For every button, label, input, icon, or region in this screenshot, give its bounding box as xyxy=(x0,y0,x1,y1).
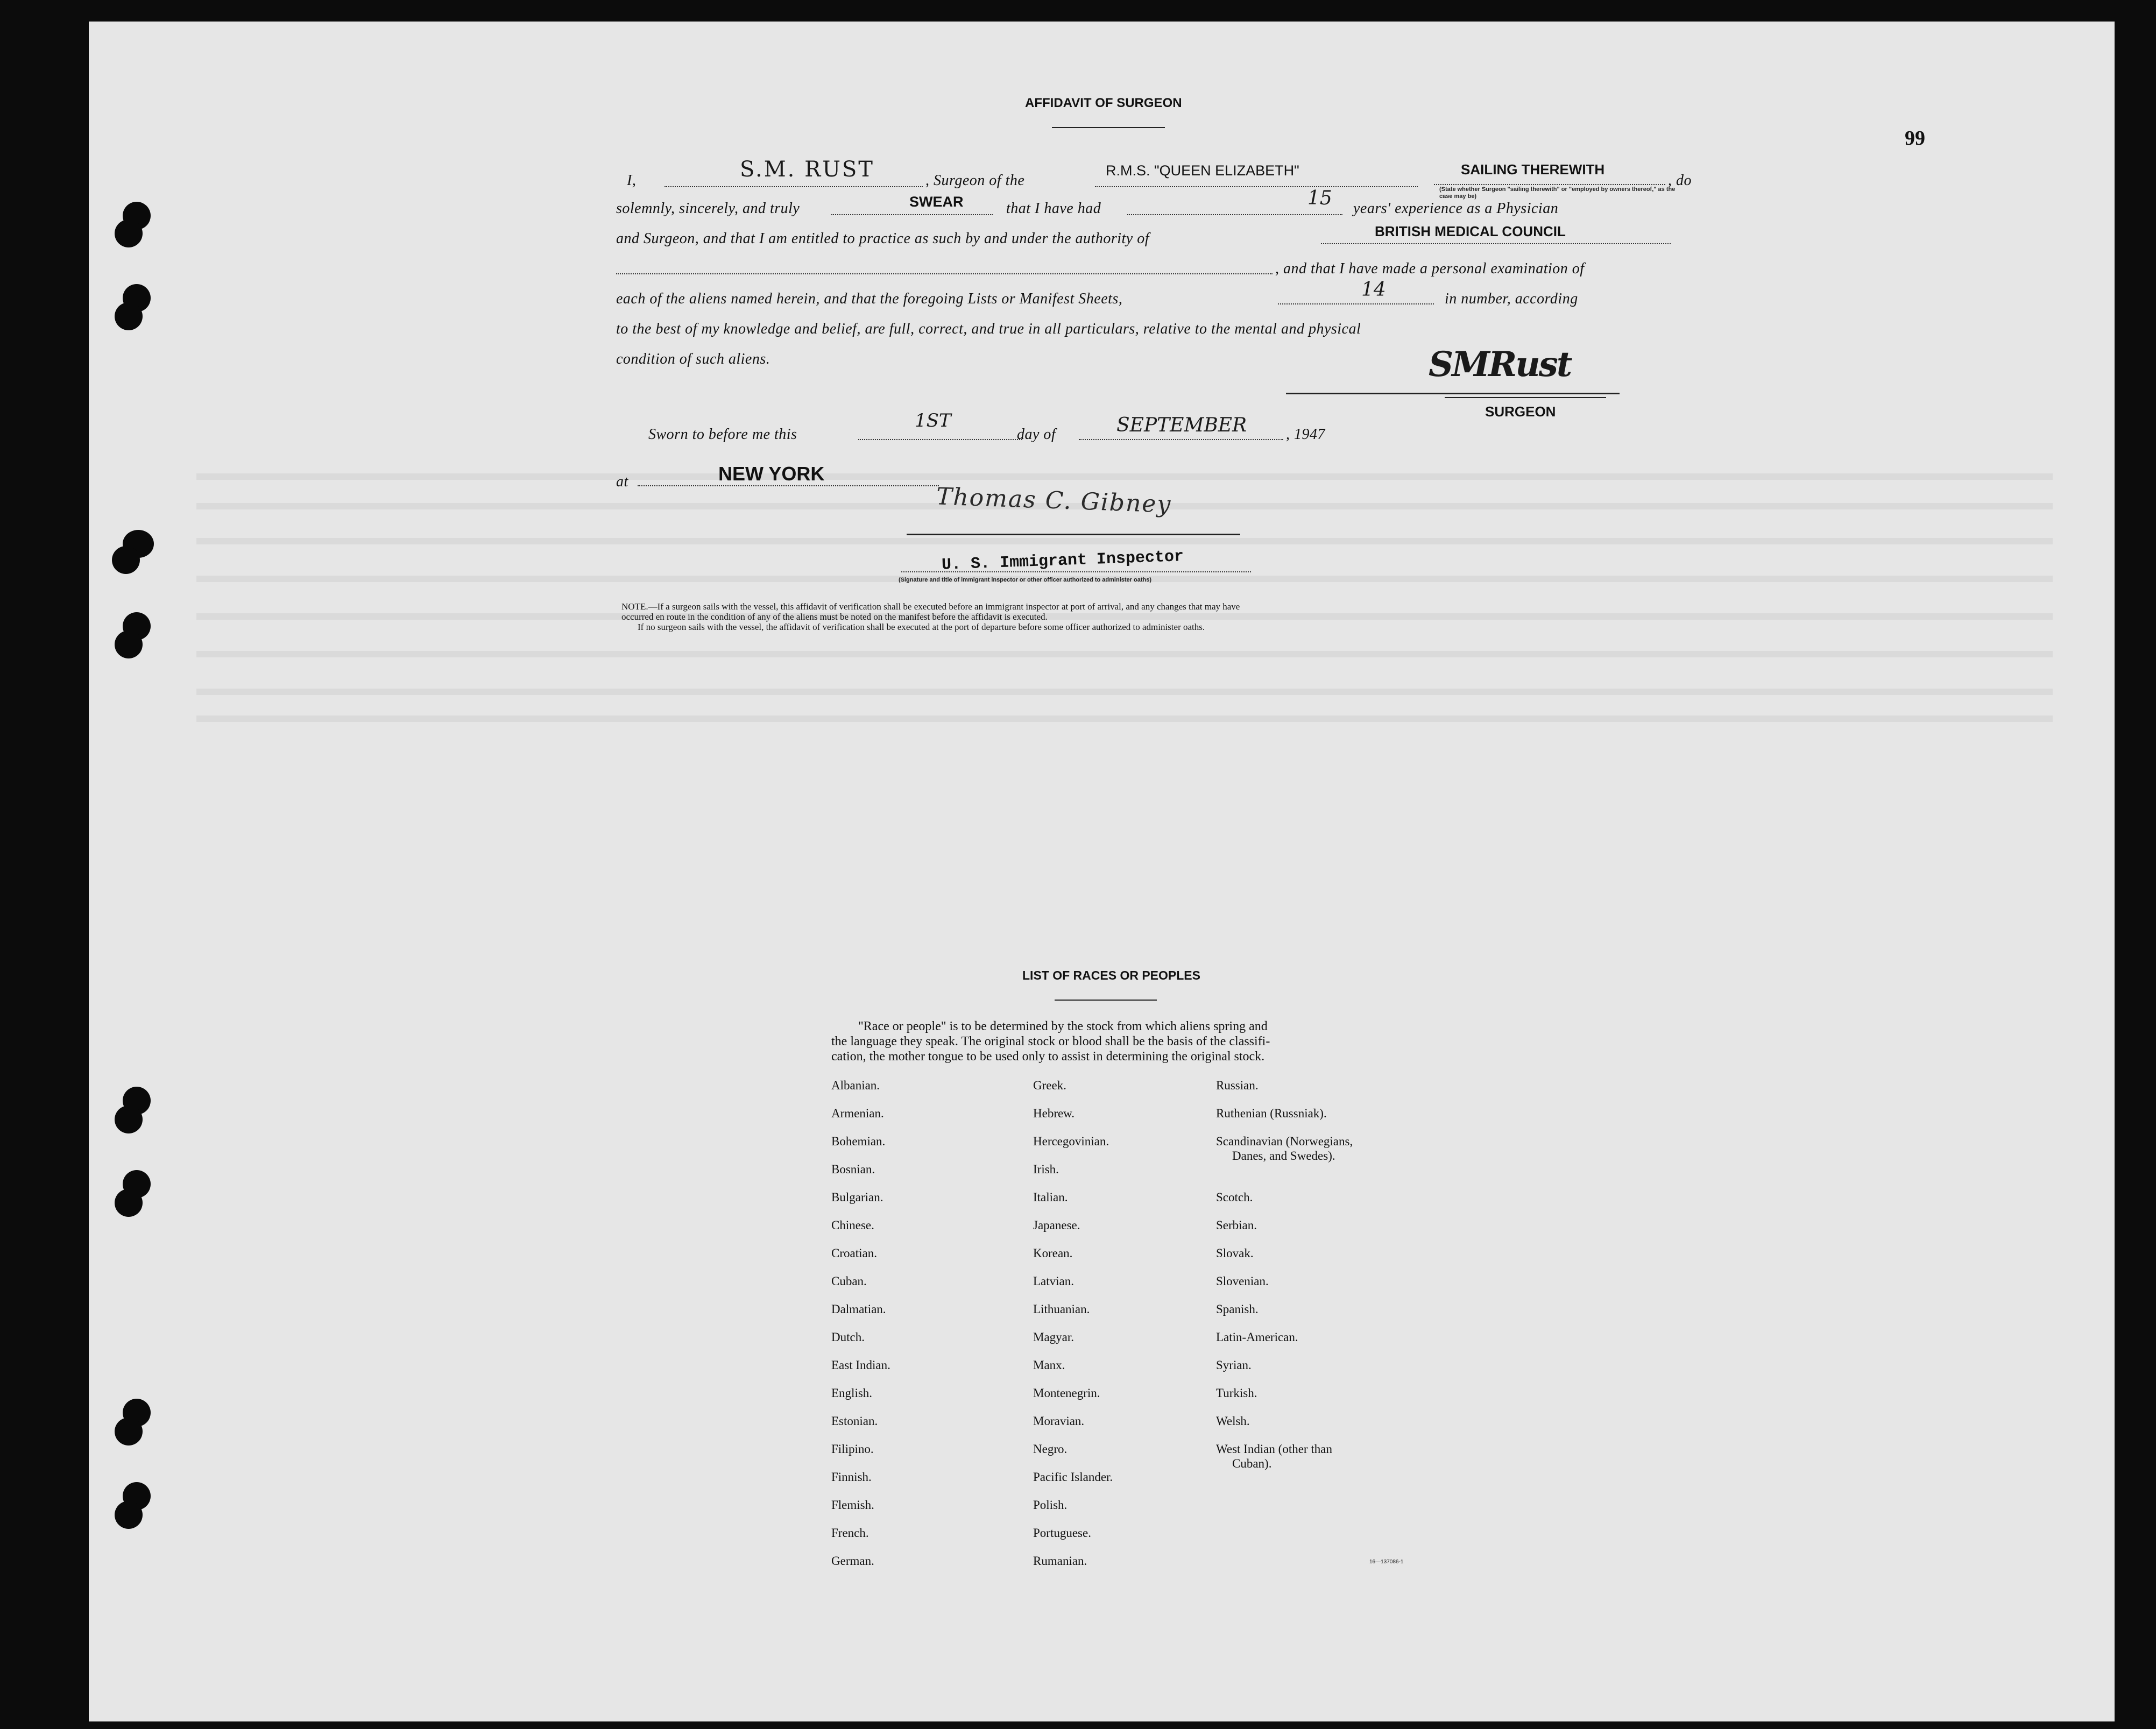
race-item: Korean. xyxy=(1033,1246,1073,1260)
race-item: Moravian. xyxy=(1033,1414,1085,1428)
race-item: East Indian. xyxy=(831,1358,890,1372)
races-intro-line-3: cation, the mother tongue to be used only to assist in determining the original stock. xyxy=(831,1050,1265,1064)
oath-line xyxy=(831,214,993,215)
race-item: Portuguese. xyxy=(1033,1526,1091,1540)
races-title-underline xyxy=(1055,1000,1157,1001)
at-label: at xyxy=(616,473,628,490)
year-label: , 1947 xyxy=(1286,426,1325,443)
race-item: Albanian. xyxy=(831,1079,880,1092)
punch-hole xyxy=(115,1189,143,1217)
line5-end: in number, according xyxy=(1445,290,1578,307)
years-line xyxy=(1127,214,1342,215)
race-item: Manx. xyxy=(1033,1358,1065,1372)
race-item: Japanese. xyxy=(1033,1218,1080,1232)
page-number: 99 xyxy=(1905,127,1925,150)
race-item: Croatian. xyxy=(831,1246,877,1260)
race-item: Spanish. xyxy=(1216,1302,1259,1316)
race-item: Dutch. xyxy=(831,1330,865,1344)
race-item: Armenian. xyxy=(831,1107,884,1120)
race-item: Lithuanian. xyxy=(1033,1302,1090,1316)
punch-hole xyxy=(115,630,143,658)
document-page xyxy=(89,22,2115,1721)
do-label: , do xyxy=(1668,172,1692,189)
race-item: West Indian (other than xyxy=(1216,1442,1332,1456)
sailing-line xyxy=(1434,184,1665,185)
race-item: Pacific Islander. xyxy=(1033,1470,1113,1484)
race-item: Rumanian. xyxy=(1033,1554,1087,1568)
bleed-through-row xyxy=(196,715,2053,722)
inspector-signature: Thomas C. Gibney xyxy=(936,483,1172,519)
sworn-day-line xyxy=(858,439,1022,440)
race-item: Scandinavian (Norwegians, xyxy=(1216,1135,1353,1148)
sworn-label: Sworn to before me this xyxy=(648,426,797,443)
i-label: I, xyxy=(627,172,637,189)
sworn-day: 1ST xyxy=(915,410,951,431)
inspector-line xyxy=(907,534,1240,535)
line4-end: , and that I have made a personal examination of xyxy=(1275,260,1585,277)
race-item: Slovenian. xyxy=(1216,1274,1269,1288)
line7: condition of such aliens. xyxy=(616,351,770,367)
sheets-line xyxy=(1278,303,1434,304)
title-underline xyxy=(1052,127,1165,128)
race-item: Ruthenian (Russniak). xyxy=(1216,1107,1327,1120)
race-item: Flemish. xyxy=(831,1498,874,1512)
inspector-caption: (Signature and title of immigrant inspector or other officer authorized to administer oaths) xyxy=(899,577,1151,583)
race-item: Bohemian. xyxy=(831,1135,886,1148)
punch-hole xyxy=(112,546,140,574)
race-item: Irish. xyxy=(1033,1163,1059,1176)
races-intro-line-2: the language they speak. The original stock or blood shall be the basis of the classifi- xyxy=(831,1034,1270,1048)
form-number: 16—137086-1 xyxy=(1369,1559,1404,1565)
authority-line xyxy=(1321,243,1671,244)
race-item: Serbian. xyxy=(1216,1218,1257,1232)
line2-mid: that I have had xyxy=(1006,200,1101,217)
years-value: 15 xyxy=(1307,187,1332,209)
race-item: Turkish. xyxy=(1216,1386,1257,1400)
surgeon-label: SURGEON xyxy=(1485,403,1556,420)
race-item: Montenegrin. xyxy=(1033,1386,1100,1400)
surgeon-of-label: , Surgeon of the xyxy=(925,172,1025,189)
race-item: Chinese. xyxy=(831,1218,874,1232)
race-item: Latin-American. xyxy=(1216,1330,1298,1344)
race-item: Russian. xyxy=(1216,1079,1259,1092)
race-item: French. xyxy=(831,1526,869,1540)
bleed-through-row xyxy=(196,613,2053,620)
race-item: Dalmatian. xyxy=(831,1302,886,1316)
affidavit-title: AFFIDAVIT OF SURGEON xyxy=(1025,96,1182,110)
race-item: Scotch. xyxy=(1216,1191,1253,1204)
race-item: Hebrew. xyxy=(1033,1107,1075,1120)
ship-name: R.M.S. "QUEEN ELIZABETH" xyxy=(1106,162,1299,179)
line3-start: and Surgeon, and that I am entitled to practice as such by and under the authority of xyxy=(616,230,1149,247)
race-item: Negro. xyxy=(1033,1442,1068,1456)
sworn-month-line xyxy=(1079,439,1283,440)
punch-hole xyxy=(115,302,143,330)
surgeon-label-rule xyxy=(1445,397,1606,398)
race-item: Bosnian. xyxy=(831,1163,875,1176)
race-item: Hercegovinian. xyxy=(1033,1135,1109,1148)
races-intro-line-1: "Race or people" is to be determined by the stock from which aliens spring and xyxy=(858,1019,1268,1033)
authority: BRITISH MEDICAL COUNCIL xyxy=(1375,223,1566,239)
race-item: Italian. xyxy=(1033,1191,1068,1204)
race-item: Cuban). xyxy=(1232,1457,1272,1470)
race-item: Latvian. xyxy=(1033,1274,1074,1288)
bleed-through-row xyxy=(196,651,2053,657)
race-item: Danes, and Swedes). xyxy=(1232,1149,1335,1163)
race-item: Syrian. xyxy=(1216,1358,1252,1372)
race-item: Slovak. xyxy=(1216,1246,1254,1260)
name-line xyxy=(665,186,923,187)
punch-hole xyxy=(115,1501,143,1529)
bleed-through-row xyxy=(196,473,2053,480)
bleed-through-row xyxy=(196,538,2053,544)
race-item: English. xyxy=(831,1386,873,1400)
line2-end: years' experience as a Physician xyxy=(1353,200,1559,217)
oath-word: SWEAR xyxy=(909,194,964,210)
place-line xyxy=(638,485,939,486)
day-of-label: day of xyxy=(1017,426,1056,443)
race-item: German. xyxy=(831,1554,874,1568)
sailing-note: (State whether Surgeon "sailing therewith" or "employed by owners thereof," as the case may be) xyxy=(1439,186,1676,200)
line6: to the best of my knowledge and belief, are full, correct, and true in all particulars, relative to the mental and physical xyxy=(616,321,1361,337)
race-item: Greek. xyxy=(1033,1079,1066,1092)
sailing-status: SAILING THEREWITH xyxy=(1461,161,1605,178)
race-item: Finnish. xyxy=(831,1470,872,1484)
inspector-title-line xyxy=(901,571,1251,572)
punch-hole xyxy=(115,219,143,247)
surgeon-signature: SMRust xyxy=(1429,344,1571,385)
note-line-3: If no surgeon sails with the vessel, the affidavit of verification shall be executed at the port of departure before some officer authorized to administer oaths. xyxy=(638,622,1205,632)
sheets-value: 14 xyxy=(1361,279,1386,301)
sworn-month: SEPTEMBER xyxy=(1116,414,1247,436)
inspector-title: U. S. Immigrant Inspector xyxy=(941,548,1184,575)
line5-start: each of the aliens named herein, and that the foregoing Lists or Manifest Sheets, xyxy=(616,290,1123,307)
line2-start: solemnly, sincerely, and truly xyxy=(616,200,800,217)
bleed-through-row xyxy=(196,689,2053,695)
race-item: Cuban. xyxy=(831,1274,867,1288)
surgeon-name: S.M. RUST xyxy=(740,157,874,182)
race-item: Estonian. xyxy=(831,1414,878,1428)
race-item: Filipino. xyxy=(831,1442,874,1456)
race-item: Bulgarian. xyxy=(831,1191,883,1204)
punch-hole xyxy=(115,1106,143,1133)
note-line-1: NOTE.—If a surgeon sails with the vessel, this affidavit of verification shall be executed before an immigrant inspector at port of arrival, and any changes that may have xyxy=(621,601,1240,612)
note-line-2: occurred en route in the condition of any of the aliens must be noted on the manifest before the affidavit is executed. xyxy=(621,612,1048,622)
ship-line xyxy=(1095,186,1418,187)
blank-line xyxy=(616,273,1273,274)
races-title: LIST OF RACES OR PEOPLES xyxy=(1022,968,1200,982)
race-item: Polish. xyxy=(1033,1498,1068,1512)
signature-line xyxy=(1286,393,1620,394)
race-item: Magyar. xyxy=(1033,1330,1075,1344)
race-item: Welsh. xyxy=(1216,1414,1250,1428)
place: NEW YORK xyxy=(718,463,825,485)
punch-hole xyxy=(115,1418,143,1445)
